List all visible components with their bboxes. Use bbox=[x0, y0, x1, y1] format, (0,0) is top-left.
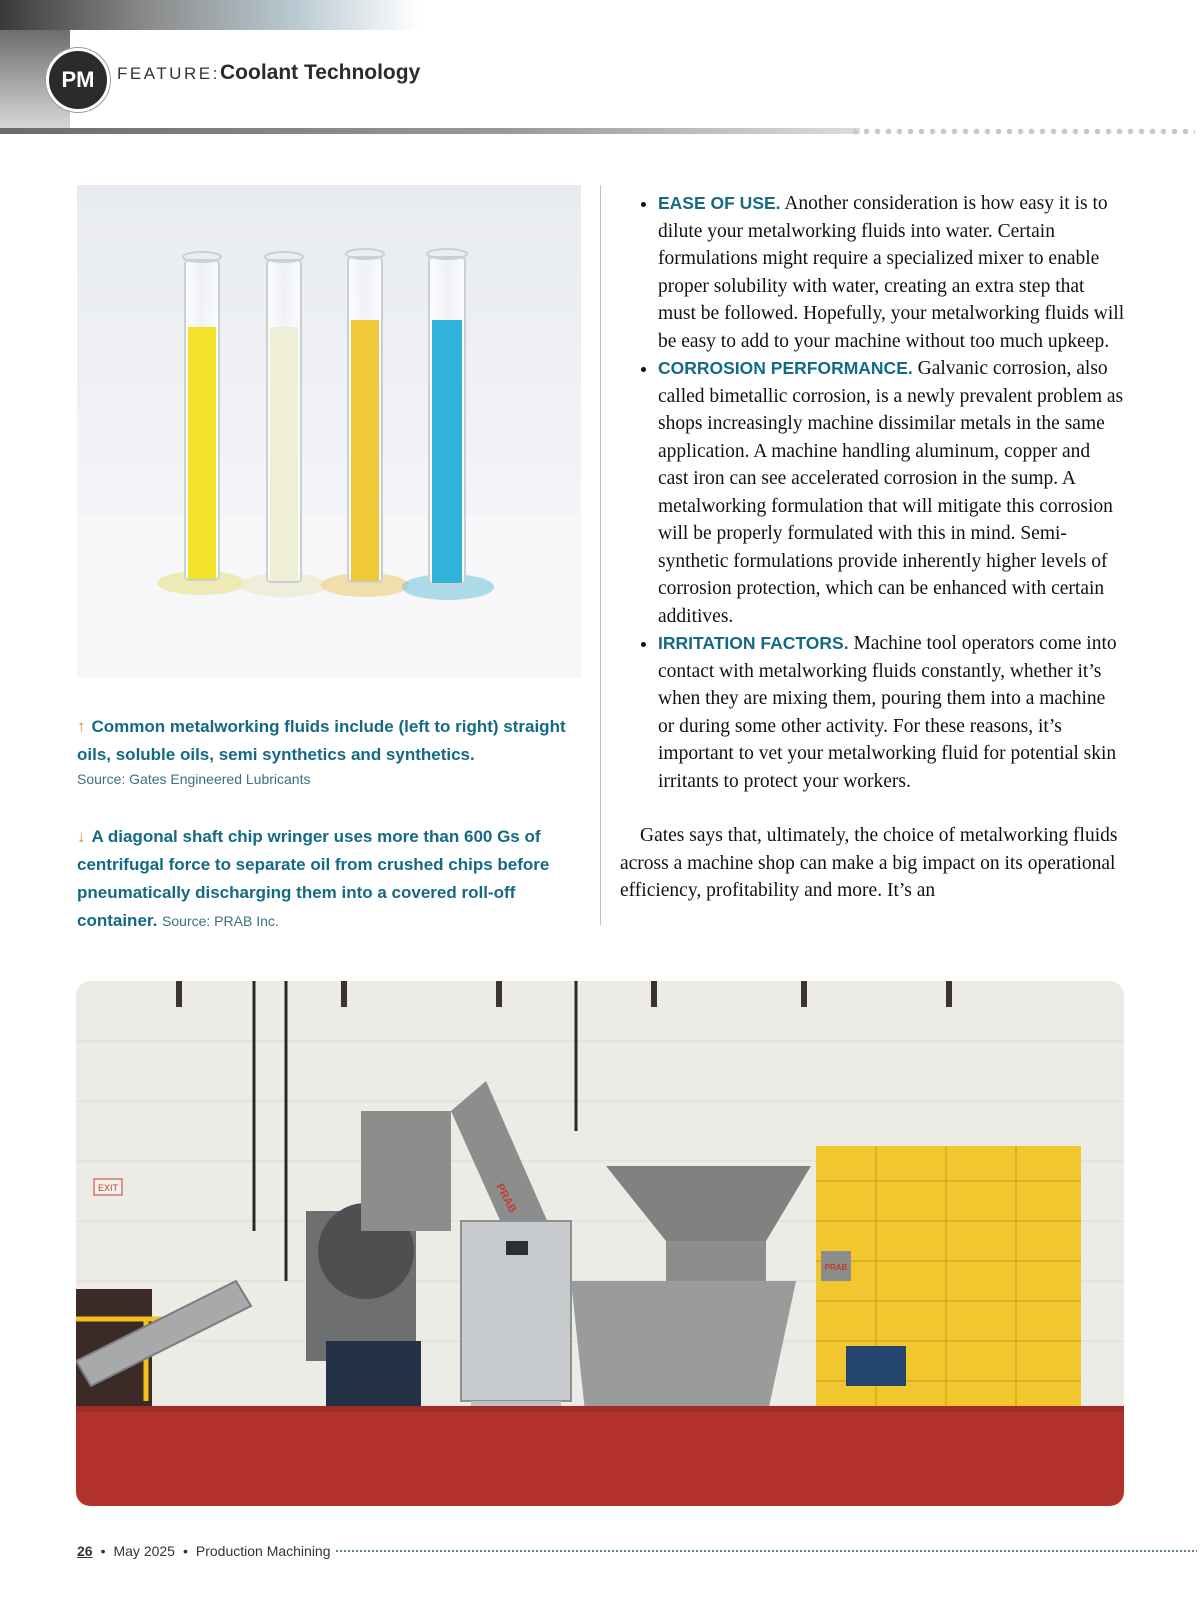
publication-name: Production Machining bbox=[195, 1543, 331, 1559]
list-item bbox=[658, 190, 1125, 355]
footer-dotted-rule bbox=[335, 1550, 1197, 1552]
bullet-text: Galvanic corrosion, also called bimetallic corrosion, is a newly prevalent problem as shops increasingly machine dissimilar metals in the same application. A machine handling aluminum, copper and cast iron can see accelerated corrosion in the sump. A metalworking formulation that will mitigate this corrosion will be properly formulated with this in mind. Semi-synthetic formulations provide inherently higher levels of corrosion protection, which can be enhanced with certain additives. bbox=[658, 358, 1124, 627]
footer-separator: • bbox=[100, 1543, 106, 1559]
header-rule bbox=[0, 128, 860, 134]
pm-logo-text: PM bbox=[61, 67, 95, 92]
machinery-illustration bbox=[76, 981, 1124, 1506]
feature-label: FEATURE: bbox=[117, 64, 220, 83]
header-band bbox=[0, 0, 420, 30]
issue-date: May 2025 bbox=[113, 1543, 175, 1559]
bottom-photo-caption-text: A diagonal shaft chip wringer uses more than 600 Gs of centrifugal force to separate oil from crushed chips before pneumatically discharging them into a covered roll-off container. bbox=[77, 827, 550, 930]
footer-separator: • bbox=[182, 1543, 188, 1559]
bottom-photo-caption bbox=[77, 823, 587, 935]
consideration-list bbox=[620, 190, 1125, 795]
closing-paragraph: Gates says that, ultimately, the choice of metalworking fluids across a machine shop can make a big impact on its operational efficiency, profitability and more. It’s an bbox=[620, 825, 1118, 901]
down-arrow-icon: ↓ bbox=[77, 827, 86, 846]
article-body bbox=[620, 190, 1125, 905]
bullet-text: Machine tool operators come into contact with metalworking fluids constantly, whether it’s when they are mixing them, pouring them into a machine or during some other activity. For these reasons, it’s important to vet your metalworking fluid for potential skin irritants to protect your workers. bbox=[658, 633, 1117, 792]
header-dots bbox=[850, 128, 1195, 135]
metalworking-fluids-photo bbox=[77, 185, 581, 678]
up-arrow-icon: ↑ bbox=[77, 717, 86, 736]
section-title: Coolant Technology bbox=[220, 61, 421, 84]
pm-logo-badge bbox=[46, 48, 110, 112]
top-photo-caption-text: Common metalworking fluids include (left to right) straight oils, soluble oils, semi synthetics and synthetics. bbox=[77, 717, 566, 764]
list-item bbox=[658, 630, 1125, 795]
hopper-brand-text: PRAB bbox=[493, 1181, 519, 1215]
bullet-keyword: IRRITATION FACTORS. bbox=[658, 633, 849, 653]
top-photo-caption bbox=[77, 713, 587, 769]
bullet-keyword: CORROSION PERFORMANCE. bbox=[658, 358, 913, 378]
top-photo-source: Source: Gates Engineered Lubricants bbox=[77, 771, 311, 787]
bullet-text: Another consideration is how easy it is to dilute your metalworking fluids into water. Certain formulations might require a specialized mixer to enable proper solubility with water, creating an extra step that must be followed. Hopefully, your metalworking fluids will be easy to add to your machine without too much upkeep. bbox=[658, 193, 1125, 352]
cylinders-illustration bbox=[77, 185, 581, 678]
panel-brand-text: PRAB bbox=[824, 1263, 848, 1272]
column-divider bbox=[600, 185, 601, 925]
bullet-keyword: EASE OF USE. bbox=[658, 193, 781, 213]
list-item bbox=[658, 355, 1125, 630]
chip-wringer-photo bbox=[76, 981, 1124, 1506]
bottom-photo-source: Source: PRAB Inc. bbox=[162, 913, 279, 929]
exit-sign-text: EXIT bbox=[97, 1183, 119, 1193]
page-number: 26 bbox=[77, 1543, 93, 1559]
page-footer bbox=[77, 1541, 1197, 1561]
